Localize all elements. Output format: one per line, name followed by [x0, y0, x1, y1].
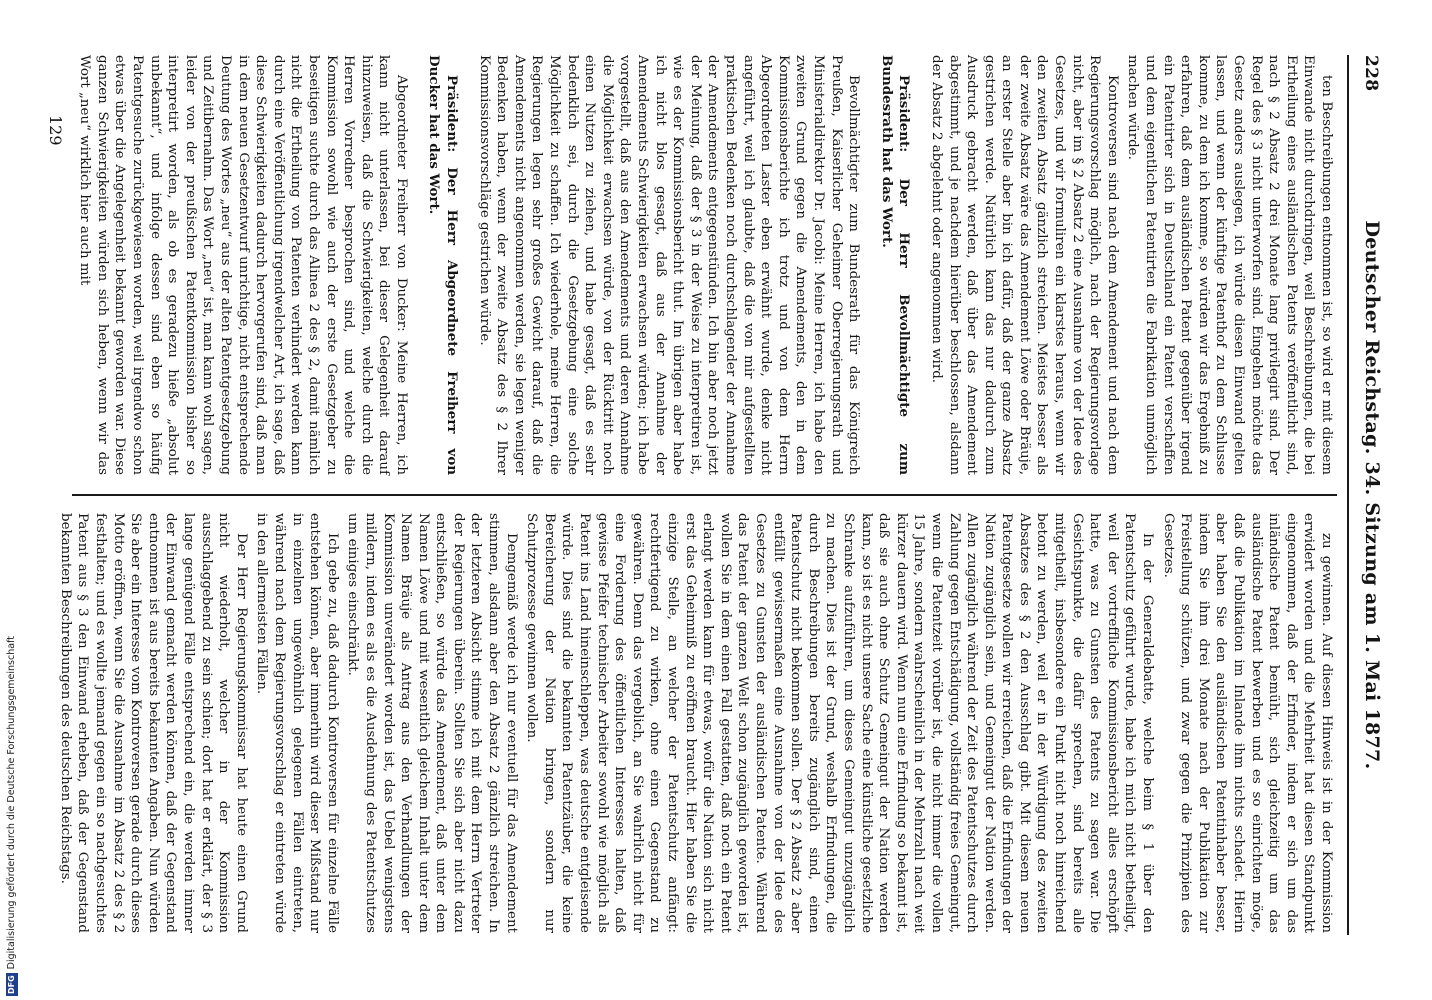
- rotated-page: [43, 55, 1383, 935]
- dfg-logo: DFG: [7, 975, 16, 994]
- right-column: [57, 513, 1335, 933]
- paragraph: Abgeordneter Freiherr von Ducker: Meine Herren, ich kann nicht unterlassen, bei dieser Gelegenheit darauf hinzuweisen, daß die Schwierigkeiten, welche durch die Herren Vorredner besprochen sind, und welche die Kommission sowohl wie auch der erste Gesetzgeber zu beseitigen suchte durch das Alinea 2 des § 2, damit nämlich nicht die Ertheilung von Patenten verhindert werden kann durch eine Veröffentlichung irgendwelcher Art, ich sage, daß diese Schwierigkeiten dadurch hervorgerufen sind, daß man in dem neuen Gesetzentwurf unrichtige, nicht entsprechende Deutung des Wortes „neu“ aus der alten Patentgesetzgebung und Zeitibernahm. Das Wort „neu“ ist, man kann wohl sagen, leider von der preußischen Patentkommission bisher so interpretirt worden, als ob es geradezu hieße „absolut unbekannt“, und infolge dessen sind eben so häufig Patentgesuche zurückgewiesen worden, weil irgendwo schon etwas über die Angelegenheit bekannt geworden war. Diese ganzen Schwierigkeiten würden sich heben, wenn wir das Wort „neu“ wirklich hier auch mit: [77, 55, 409, 475]
- paragraph: Bevollmächtigter zum Bundesrath für das Königreich Preußen, Kaiserlicher Geheimer Oberregierungsrath und Ministerialdirektor Dr. Jacobi: Meine Herren, ich habe den zweiten Grund gegen die Amendements, den in dem Kommissionsberichte ich trotz und von dem Herrn Abgeordneten Laster eben erwähnt wurde, denke nicht angeführt, weil ich glaubte, daß die von mir aufgestellten praktischen Bedenken noch durchschlagender der Annahme der Amendements entgegenstünden. Ich bin aber noch jetzt der Meinung, daß der § 3 in der Weise zu interpretiren ist, wie es der Kommissionsbericht thut. Im übrigen aber habe ich nicht blos gesagt, daß aus der Annahme der Amendements Schwierigkeiten erwachsen würden; ich habe vorgestellt, daß aus den Amendements und deren Annahme die Möglichkeit erwachsen würde, von der Rücktritt noch einen Nutzen zu ziehen, und habe gesagt, daß es sehr bedenklich sei, durch die Gesetzgebung eine solche Möglichkeit zu schaffen. Ich wiederhole, meine Herren, die Regierungen legen sehr großes Gewicht darauf, daß die Amendements nicht angenommen werden, sie legen weniger Bedenken haben, wenn der zweite Absatz des § 2 Ihrer Kommissionsvorschläge gestrichen würde.: [476, 55, 862, 475]
- session-title: Deutscher Reichstag. 34. Sitzung am 1. Mai 1877.: [1361, 220, 1383, 770]
- paragraph: Kontroversen sind nach dem Amendement und nach dem Regierungsvorschlag möglich, nach der Regierungsvorlage nicht, aber im § 2 Absatz 2 eine Ausnahme von der Idee des Gesetzes, und wir formuliren ein klarstes heraus, wenn wir den zweiten Absatz gänzlich streichen. Meistes besser als der zweite Absatz wäre das Amendement Löwe oder Bräuje, an erster Stelle aber bin ich dafür, daß der ganze Absatz gestrichen werde. Natürlich kann das nur dadurch zum Ausdruck gebracht werden, daß über das Amendement abgestimmt, und je nachdem hierüber beschlossen, alsdann der Absatz 2 abgelehnt oder angenommen wird.: [928, 55, 1120, 475]
- credit-text: Digitalisierung gefördert durch die Deutsche Forschungsgemeinschaft: [6, 636, 17, 970]
- paragraph: Demgemäß werde ich nur eventuell für das Amendement stimmen, alsdann aber den Absatz 2 gänzlich streichen. In der letzteren Absicht stimme ich mit dem Herrn Vertreter der Regierungen überein. Sollten Sie sich aber nicht dazu entschließen, so würde das Amendement, daß unter dem Namen Löwe und mit wesentlich gleichem Inhalt unter dem Namen Bräuje als Antrag aus den Verhandlungen der Kommission unverändert worden ist, das Uebel wenigstens mildern, indem es als es die Ausdehnung des Patentschutzes um einiges einschränkt.: [345, 513, 519, 933]
- spacer: [912, 55, 924, 475]
- paragraph: ten Beschreibungen entnommen ist, so wird er mit diesem Einwande nicht durchdringen, weil Beschreibungen, die bei Ertheilung eines ausländischen Patents veröffentlicht sind, nach § 2 Absatz 2 drei Monate lang privilegirt sind. Der Regel des § 3 nicht unterworfen sind. Eingehen möchte das Gesetz anders auslegen, ich würde diesen Einwand gelten lassen, und wenn der künftige Patenthof zu dem Schlusse komme, zu dem ich komme, so würden wir das Ergebniß zu erfahren, daß dem ausländischen Patent gegenüber irgend ein Patentirter sich in Deutschland ein Patent verschaffen und dem eigentlichen Patentirten die Fabrikation unmöglich machen würde.: [1125, 55, 1334, 475]
- paragraph: Ich gebe zu, daß dadurch Kontroversen für einzelne Fälle entstehen können, aber immerhin wird dieser Mißstand nur in einzelnen ungewöhnlich gelegenen Fällen eintreten, während nach dem Regierungsvorschlag er eintreten würde in den allermeisten Fällen.: [254, 513, 340, 933]
- column-rule: [72, 494, 1337, 496]
- spacer: [862, 55, 874, 475]
- bottom-page-number: 129: [46, 115, 65, 146]
- paragraph: In der Generaldebatte, welche beim § 1 über den Patentschutz geführt wurde, habe ich mich nicht betheiligt, weil der vortreffliche Kommissionsbericht alles erschöpft hatte, was zu Gunsten des Patents zu sagen war. Die Gesichtspunkte, die dafür sprechen, sind bereits alle mitgetheilt, insbesondere ein Punkt nicht noch hinreichend betont zu werden, weil er in der Würdigung des zweiten Absatzes des § 2 den Ausschlag gibt. Mit diesem neuen Patentgesetze wollen wir erreichen, daß die Erfindungen der Nation zugänglich sein, und Gemeingut der Nation werden. Allen zugänglich während der Zeit des Patentschutzes durch Zahlung gegen Entschädigung, vollständig freies Gemeingut, wenn die Patentzeit vorüber ist, die nicht immer die vollen 15 Jahre, sondern wahrscheinlich in der Mehrzahl nach weit kürzer dauern wird. Wenn nun eine Erfindung so bekannt ist, daß sie auch ohne Schutz Gemeingut der Nation werden kann, so ist es nicht unsere Sache eine künstliche gesetzliche Schranke aufzuführen, um dieses Gemeingut unzugänglich zu machen. Dies ist der Grund, weshalb Erfindungen, die durch Beschreibungen bereits zugänglich sind, einen Patentschutz nicht bekommen sollen. Der § 2 Absatz 2 aber entfällt gewissermaßen eine Ausnahme von der Idee des Gesetzes zu Gunsten der ausländischen Patente. Während das Patent der ganzen Welt schon zugänglich geworden ist, wollen Sie in dem einen Fall gestatten, daß noch ein Patent erlangt werden kann für etwas, wofür die Nation sich nicht erst das Geheimniß zu eröffnen braucht. Hier haben Sie die einzige Stelle, an welcher der Patentschutz anfängt: rechtfertigend zu wirken, ohne einen Gegenstand zu gewähren. Denn das vergeblich, an Sie wahrlich nicht für eine Forderung des öffentlichen Interesses halten, daß gewisse Pfeifer technischer Arbeiter sowohl wie möglich als Patent ins Land hineinschleppen, was deutsche entgleisende würde. Dies sind die bekannten Patentzäuber, die keine Bereicherung der Nation bringen, sondern nur Schutzprozesse gewinnen wollen.: [524, 513, 1156, 933]
- digitisation-credit: [6, 596, 18, 996]
- header-rule: [1347, 55, 1349, 935]
- speaker-line: Präsident: Der Herr Bevollmächtigte zum Bundesrath hat das Wort.: [878, 55, 913, 475]
- paragraph: Der Herr Regierungskommissar hat heute einen Grund nicht wiederholt, welcher in der Kommission ausschlaggebend zu sein schien; dort hat er erklärt, der § 3 lange genügend Fälle entsprechend ein, die werden immer der Einwand gemacht werden können, daß der Gegenstand entnommen ist aus bereits bekannten Angaben. Nun würden Sie aber ein Interesse vom Kontroversen gerade durch dieses Motto eröffnen, wenn Sie die Ausnahme im Absatz 2 des § 2 festhalten; und es wollte jemand gegen ein so nachgesuchtes Patent aus § 3 den Einwand erheben, daß der Gegenstand bekannten Beschreibungen des deutschen Reichstags.: [57, 513, 249, 933]
- speaker-line: Präsident: Der Herr Abgeordnete Freiherr von Ducker hat das Wort.: [426, 55, 461, 475]
- left-column: [70, 55, 1335, 475]
- page-number: 228: [1361, 55, 1381, 92]
- running-head: [1353, 55, 1383, 935]
- spacer: [460, 55, 472, 475]
- spacer: [410, 55, 422, 475]
- paragraph: zu gewinnen. Auf diesen Hinweis ist in der Kommission erwidert worden und die Mehrheit hat diesen Standpunkt eingenommen, daß der Erfinder, indem er sich um das inländische Patent bemüht, sich gleichzeitig um das ausländische Patent bewerben und es so einrichten möge, daß die Publikation im Inlande ihm nichts schadet. Hierin aber haben Sie den ausländischen Patentinhaber besser, indem Sie ihm drei Monate nach der Publikation zur Freistellung schützen, und zwar gegen die Prinzipien des Gesetzes.: [1160, 513, 1334, 933]
